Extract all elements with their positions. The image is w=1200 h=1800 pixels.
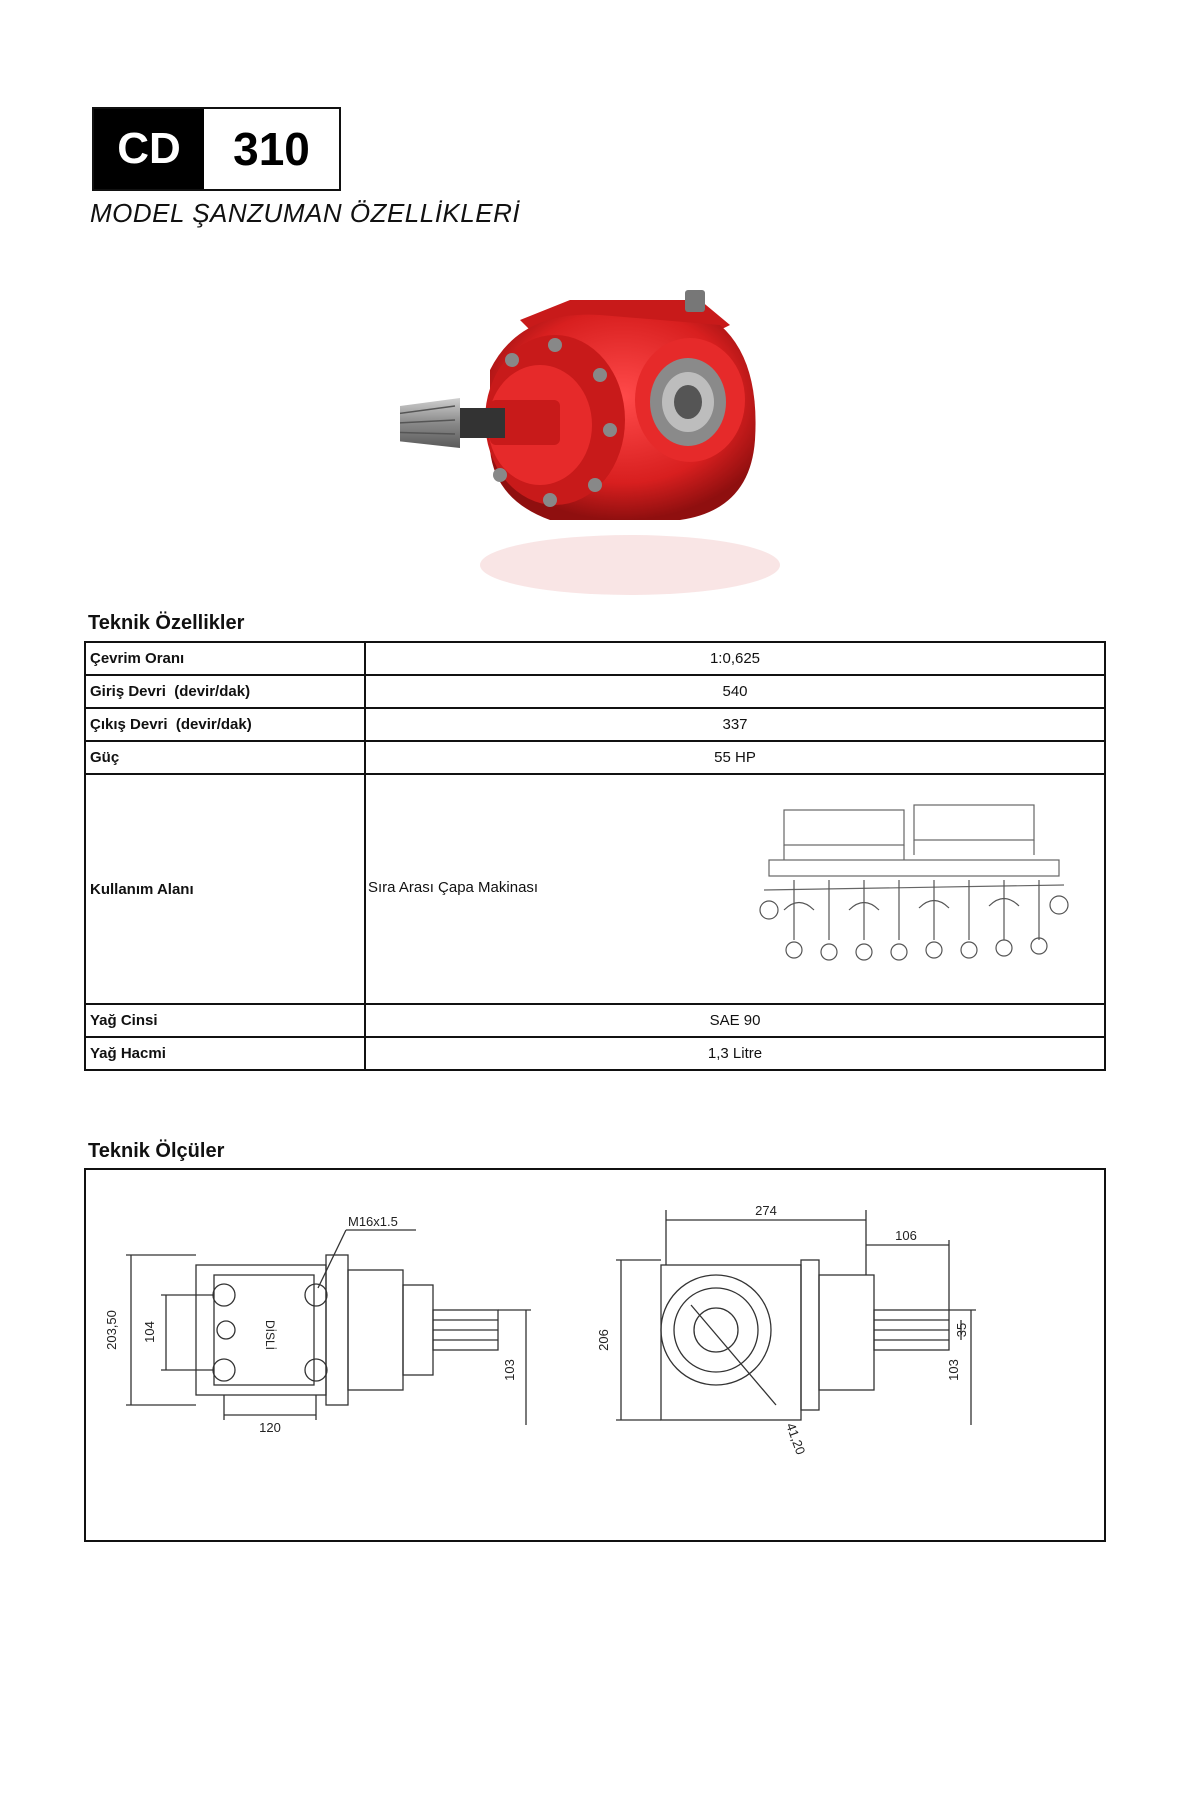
table-row	[85, 642, 1105, 675]
dim-41: 41,20	[783, 1420, 809, 1457]
usage-cell	[365, 774, 1105, 1004]
table-row	[85, 675, 1105, 708]
output-speed-label: Çıkış Devri (devir/dak)	[85, 708, 365, 741]
oil-type-label: Yağ Cinsi	[85, 1004, 365, 1037]
dim-274: 274	[755, 1203, 777, 1218]
usage-value: Sıra Arası Çapa Makinası	[368, 879, 539, 896]
model-badge	[92, 107, 341, 191]
table-row	[85, 774, 1105, 1004]
specs-title: Teknik Özellikler	[88, 612, 245, 634]
dim-103-left: 103	[502, 1359, 517, 1381]
hoe-machine-image	[754, 800, 1074, 985]
input-speed-value: 540	[365, 675, 1105, 708]
dim-203: 203,50	[104, 1310, 119, 1350]
oil-volume-label: Yağ Hacmi	[85, 1037, 365, 1070]
dim-106: 106	[895, 1228, 917, 1243]
power-label: Güç	[85, 741, 365, 774]
gearbox-image	[400, 280, 800, 610]
output-speed-value: 337	[365, 708, 1105, 741]
table-row	[85, 1037, 1105, 1070]
dim-104: 104	[142, 1321, 157, 1343]
brand-mark: DİSLİ	[263, 1319, 277, 1351]
dim-35: 35	[954, 1322, 969, 1338]
dim-206: 206	[596, 1329, 611, 1351]
specs-table	[84, 641, 1106, 1071]
dim-120: 120	[259, 1420, 281, 1435]
ratio-label: Çevrim Oranı	[85, 642, 365, 675]
dim-103-right: 103	[946, 1359, 961, 1381]
model-code: CD	[94, 109, 204, 189]
dim-thread: M16x1.5	[348, 1214, 398, 1229]
ratio-value: 1:0,625	[365, 642, 1105, 675]
power-value: 55 HP	[365, 741, 1105, 774]
table-row	[85, 741, 1105, 774]
input-speed-label: Giriş Devri (devir/dak)	[85, 675, 365, 708]
technical-drawing	[86, 1170, 1104, 1540]
table-row	[85, 708, 1105, 741]
oil-volume-value: 1,3 Litre	[365, 1037, 1105, 1070]
oil-type-value: SAE 90	[365, 1004, 1105, 1037]
technical-drawing-box	[84, 1168, 1106, 1542]
dims-title: Teknik Ölçüler	[88, 1140, 225, 1162]
model-number: 310	[233, 123, 310, 175]
page-subtitle: MODEL ŞANZUMAN ÖZELLİKLERİ	[90, 198, 521, 228]
table-row	[85, 1004, 1105, 1037]
usage-label: Kullanım Alanı	[85, 774, 365, 1004]
